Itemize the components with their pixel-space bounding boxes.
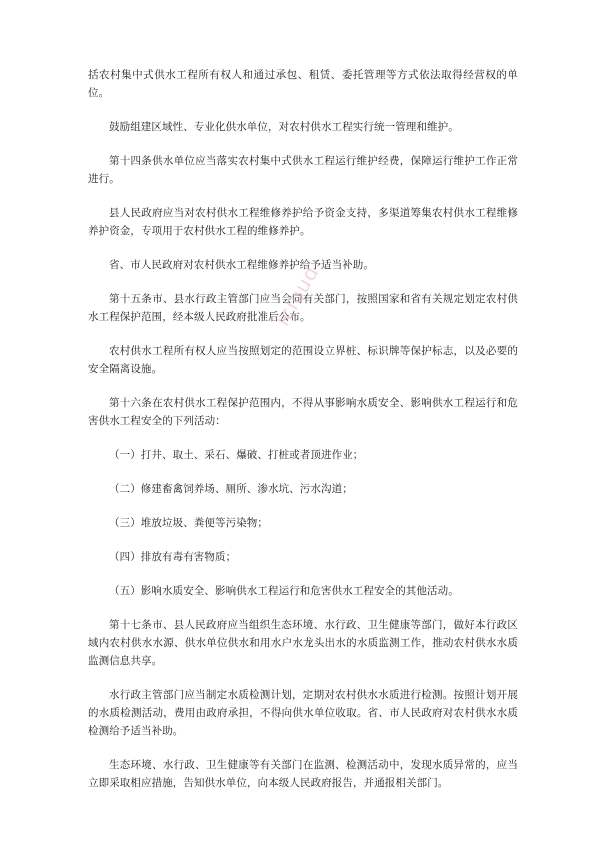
paragraph: 第十七条市、县人民政府应当组织生态环境、水行政、卫生健康等部门，做好本行政区域内农村供水水源、供水单位供水和用水户水龙头出水的水质监测工作，推动农村供水水质监测信息共享。 (88, 619, 518, 667)
paragraph: 第十六条在农村供水工程保护范围内，不得从事影响水质安全、影响供水工程运行和危害供水工程安全的下列活动： (88, 397, 518, 427)
paragraph: 省、市人民政府对农村供水工程维修养护给予适当补助。 (109, 259, 374, 271)
paragraph: 括农村集中式供水工程所有权人和通过承包、租赁、委托管理等方式依法取得经营权的单位。 (88, 69, 518, 99)
paragraph: 水行政主管部门应当制定水质检测计划，定期对农村供水水质进行检测。按照计划开展的水质检测活动，费用由政府承担，不得向供水单位收取。省、市人民政府对农村供水水质检测给予适当补助。 (88, 689, 518, 737)
list-item: （五）影响水质安全、影响供水工程运行和危害供水工程安全的其他活动。 (109, 585, 459, 597)
paragraph: 生态环境、水行政、卫生健康等有关部门在监测、检测活动中，发现水质异常的，应当立即采取相应措施，告知供水单位，向本级人民政府报告，并通报相关部门。 (88, 759, 518, 789)
list-item: （四）排放有毒有害物质； (109, 551, 237, 563)
watermark: icloud (270, 261, 324, 330)
paragraph: 第十四条供水单位应当落实农村集中式供水工程运行维护经费，保障运行维护工作正常进行。 (88, 155, 518, 185)
list-item: （一）打井、取土、采石、爆破、打桩或者顶进作业； (109, 449, 364, 461)
paragraph: 第十五条市、县水行政主管部门应当会同有关部门，按照国家和省有关规定划定农村供水工程保护范围，经本级人民政府批准后公布。 (88, 293, 518, 323)
paragraph: 县人民政府应当对农村供水工程维修养护给予资金支持，多渠道筹集农村供水工程维修养护资金，专项用于农村供水工程的维修养护。 (88, 207, 518, 237)
document-body (88, 66, 518, 792)
paragraph: 鼓励组建区域性、专业化供水单位，对农村供水工程实行统一管理和维护。 (109, 121, 459, 133)
list-item: （三）堆放垃圾、粪便等污染物； (109, 517, 268, 529)
paragraph: 农村供水工程所有权人应当按照划定的范围设立界桩、标识牌等保护标志，以及必要的安全隔离设施。 (88, 345, 518, 375)
list-item: （二）修建畜禽饲养场、厕所、渗水坑、污水沟道； (109, 483, 353, 495)
